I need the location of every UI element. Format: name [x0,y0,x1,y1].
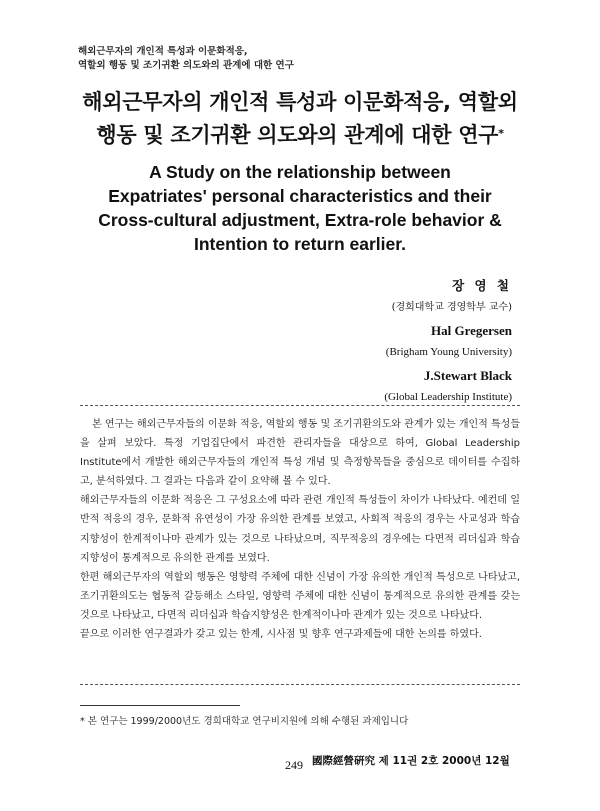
author-name: J.Stewart Black [423,368,512,383]
abstract-bottom-divider [80,684,520,685]
abstract-paragraph: 해외근무자들의 이문화 적응은 그 구성요소에 따라 관련 개인적 특성들이 차이가 나타났다. 예컨데 일반적 적응의 경우, 문화적 유연성이 가장 유의한 관계를 보였고, 사회적 적응의 경우는 사교성과 학습지향성이 한계적이나마 관계가 있는 것으로 나타났으며, 직무적응의 경우에는 다면적 리더십과 학습지향성이 통계적으로 유의한 관계를 보였다. [80,495,520,564]
author-block [212,275,512,410]
abstract-top-divider [80,405,520,406]
korean-title-line2 [40,119,560,152]
footnote: * 본 연구는 1999/2000년도 경희대학교 연구비지원에 의해 수행된 과제입니다 [80,716,409,727]
english-title-line4: Intention to return earlier. [194,234,406,254]
abstract-paragraph: 끝으로 이러한 연구결과가 갖고 있는 한계, 시사점 및 향후 연구과제들에 대한 논의를 하였다. [80,629,482,641]
author-name: Hal Gregersen [431,323,512,338]
footnote-divider [80,705,240,706]
english-title [40,160,560,256]
journal-citation: 國際經營硏究 제 11권 2호 2000년 12월 [312,755,510,767]
abstract-paragraph: 본 연구는 해외근무자들의 이문화 적응, 역할외 행동 및 조기귀환의도와 관계가 있는 개인적 특성들을 살펴 보았다. 특정 기업집단에서 파견한 관리자들을 대상으로 하여, Global Leadership Institute에서 개발한 해외근무자들의 개인적 특성 개념 및 측정항목들을 중심으로 데이터를 수집하고, 분석하였다. 그 결과는 다음과 같이 요약해 볼 수 있다. [80,419,520,488]
korean-title [40,86,560,152]
page-number: 249 [285,758,303,772]
english-title-line3: Cross-cultural adjustment, Extra-role behavior & [98,210,502,230]
abstract-paragraph: 한편 해외근무자의 역할외 행동은 영향력 주체에 대한 신념이 가장 유의한 개인적 특성으로 나타났고, 조기귀환의도는 협동적 갈등해소 스타일, 영향력 주체에 대한 신념이 통계적으로 유의한 관계를 갖는 것으로 나타났고, 다면적 리더십과 학습지향성은 한계적이나마 관계가 있는 것으로 나타났다. [80,571,520,621]
english-title-line1: A Study on the relationship between [149,162,451,182]
author-affiliation: (Brigham Young University) [385,346,512,358]
korean-title-line1: 해외근무자의 개인적 특성과 이문화적응, 역할외 [82,90,518,114]
running-head [78,45,538,73]
author-affiliation: (경희대학교 경영학부 교수) [391,302,512,313]
running-head-line1: 해외근무자의 개인적 특성과 이문화적응, [78,46,248,57]
author-name: 장 영 철 [452,278,512,293]
author-affiliation: (Global Leadership Institute) [384,391,512,403]
title-footnote-mark: * [498,127,504,140]
running-head-line2: 역할외 행동 및 조기귀환 의도와의 관계에 대한 연구 [78,60,294,71]
english-title-line2: Expatriates' personal characteristics and their [108,186,492,206]
korean-title-line2-text: 행동 및 조기귀환 의도와의 관계에 대한 연구 [96,123,499,147]
abstract [80,415,520,644]
